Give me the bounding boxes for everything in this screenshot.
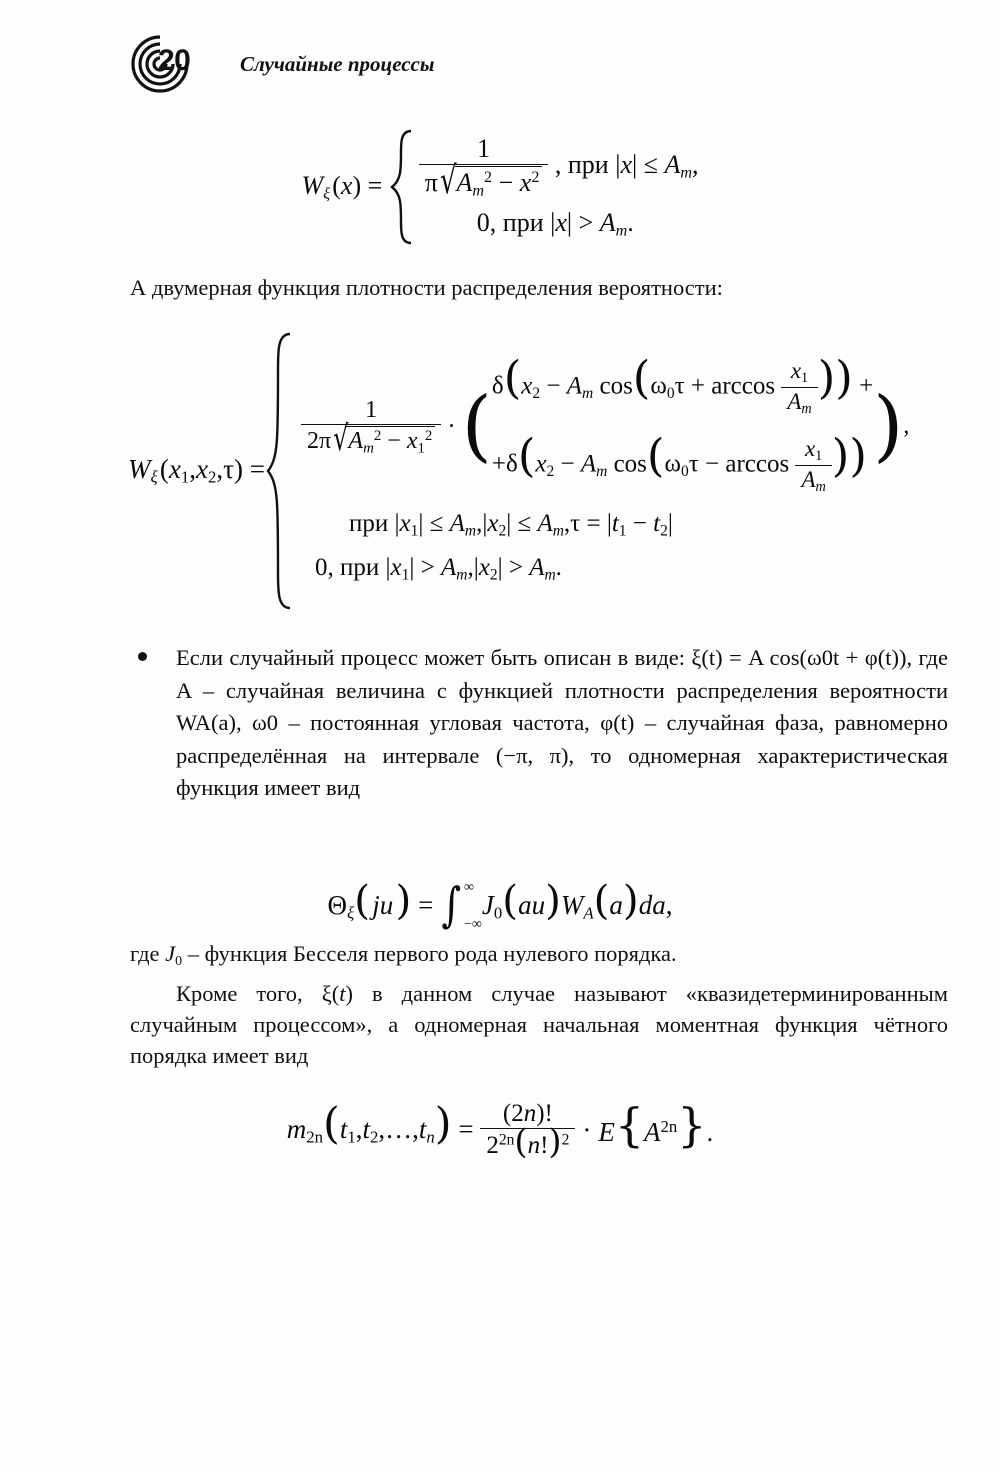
page-number: 20: [158, 44, 191, 77]
running-title: Случайные процессы: [240, 51, 435, 76]
page-header: [130, 34, 434, 94]
case-brace-icon: [389, 128, 415, 246]
paragraph-bessel-note: где $J_0$ – функция Бесселя первого рода нулевого порядка.: [130, 941, 677, 969]
paragraph-two-dimensional-density: А двумерная функция плотности распределения вероятности:: [130, 275, 723, 300]
equation-two-dim-density: $W_\xi$ $(x_1,x_2,\tau)$ = $\frac{1}{2\pi√A_m^2 - x_1^2}$ · ( $\delta(x_2 - A_m$ $\cos(\omega_0\tau + \arccos$ $\frac{x_1}{A_m}$ )) + $+\delta(x_2 - A_m$ $\cos(\omega_0\tau - \arccos$ $\frac{x_1}{A_m}$ )) ) , при $|x_1| \le A_m,|x_2| \le A_m,\tau = |t_1 - t_2|$ 0, при $|x_1| > A_m,|x_2| > A_m$.: [0, 330, 1000, 612]
paragraph-quasideterministic: Кроме того, ξ(t) в данном случае называют «квазидетерминированным случайным процессом», а одномерная начальная моментная функция чётного порядка имеет вид: [130, 981, 948, 1068]
integral-limits: ∞ −∞: [463, 879, 482, 932]
bullet-dot-icon: [138, 652, 147, 661]
equation-one-dim-density: $W_\xi$ (x) = $\frac{1}{\pi√A_m^2 - x^2}$ , при $|x| \le A_m$, 0, при $|x| > A_m$.: [0, 128, 1000, 246]
spiral-logo-icon: [130, 35, 192, 93]
equation-moment-function: $m_{2n}(t_1,t_2,\dots,t_n)$ = $\frac{(2n)!}{2^{2n}(n!)^2}$ · $E\{A^{2n}\}$.: [286, 1098, 714, 1161]
equation-characteristic-function: $\Theta_\xi$( ju ) = ∫ ∞ −∞ $J_0(au)W_A(a)da$,: [327, 875, 673, 933]
case-brace-icon: [265, 330, 295, 612]
list-item: [176, 642, 948, 805]
integral-sign-icon: ∫: [441, 877, 462, 933]
list-item-label: Если случайный процесс может быть описан в виде: ξ(t) = A cos(ω0t + φ(t)), где A – случайная величина с функцией плотности распределения вероятности WA(a), ω0 – постоянная угловая частота, φ(t) – случайная фаза, равномерно распределённая на интервале (−π, π), то одномерная характеристическая функция имеет вид: [176, 645, 948, 800]
